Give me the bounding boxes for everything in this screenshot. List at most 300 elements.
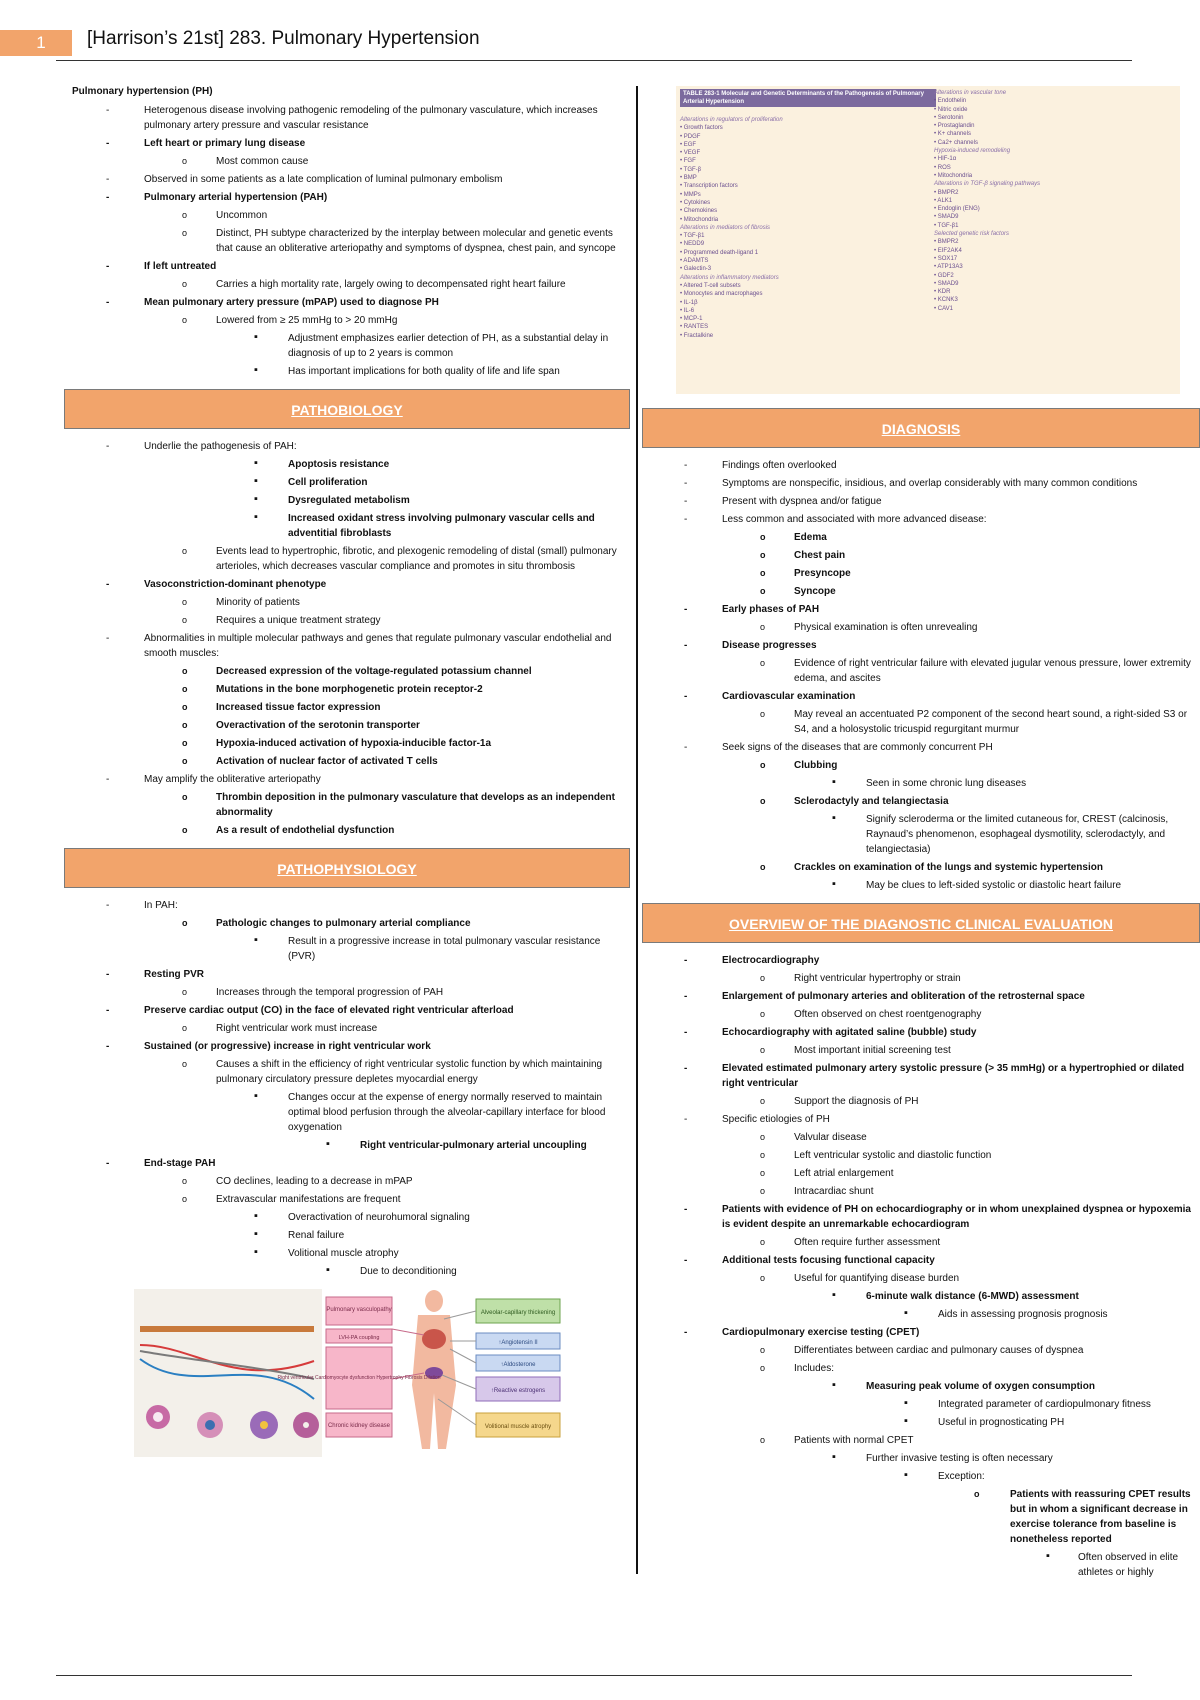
list-item <box>64 1246 630 1261</box>
list-item <box>642 1289 1200 1304</box>
list-item-text: In PAH: <box>144 900 178 911</box>
list-item-text: Often observed in elite athletes or highly <box>1078 1552 1179 1578</box>
bullet-marker: ▪ <box>254 1228 258 1240</box>
list-item <box>642 776 1200 791</box>
list-item <box>64 331 630 361</box>
bullet-marker: o <box>760 532 766 542</box>
list-item-text: Hypoxia-induced activation of hypoxia-inducible factor-1a <box>216 738 492 749</box>
list-item <box>64 1156 630 1171</box>
table-title: TABLE 283-1 Molecular and Genetic Determinants of the Pathogenesis of Pulmonary Arterial Hypertension <box>680 89 936 107</box>
bullet-marker: ▪ <box>1046 1550 1050 1562</box>
list-item-text: Preserve cardiac output (CO) in the face of elevated right ventricular afterload <box>144 1005 514 1016</box>
list-item-text: Findings often overlooked <box>722 460 837 471</box>
table-entry: • EIF2AK4 <box>934 247 962 254</box>
list-item-text: Minority of patients <box>216 597 300 608</box>
bullet-marker: - <box>106 105 110 116</box>
table-entry: • RANTES <box>680 324 709 331</box>
bullet-marker: o <box>182 279 188 289</box>
list-item <box>642 1307 1200 1322</box>
intro-heading: Pulmonary hypertension (PH) <box>72 86 213 97</box>
center-label-4: Chronic kidney disease <box>327 1423 391 1429</box>
bullet-marker: o <box>182 1059 188 1069</box>
bullet-marker: ▪ <box>904 1469 908 1481</box>
list-item-text: Sclerodactyly and telangiectasia <box>794 796 949 807</box>
list-item <box>642 1550 1200 1580</box>
table-entry: • Mitochondria <box>680 216 719 223</box>
list-item-text: Overactivation of neurohumoral signaling <box>288 1212 470 1223</box>
bullet-marker: ▪ <box>254 1090 258 1102</box>
diagnosis-list <box>642 458 1200 893</box>
list-item-text: Adjustment emphasizes earlier detection of PH, as a substantial delay in diagnosis of up to 2 years is common <box>288 333 609 359</box>
table-entry: Alterations in vascular tone <box>934 90 1007 96</box>
bullet-marker: - <box>106 192 110 203</box>
list-item-text: Extravascular manifestations are frequent <box>216 1194 401 1205</box>
list-item <box>64 439 630 454</box>
right-label-4: ↑Reactive estrogens <box>490 1388 546 1394</box>
bullet-marker: o <box>182 702 188 712</box>
bullet-marker: o <box>760 1435 766 1445</box>
list-item <box>64 985 630 1000</box>
bullet-marker: - <box>684 460 688 471</box>
bullet-marker: ▪ <box>254 934 258 946</box>
table-entry: • Growth factors <box>680 125 723 132</box>
footer-rule <box>56 1675 1132 1676</box>
list-item-text: Patients with reassuring CPET results but in whom a significant decrease in exercise tolerance from baseline is nonetheless reported <box>1010 1489 1191 1545</box>
table-entry: • ALK1 <box>934 197 953 204</box>
list-item-text: Decreased expression of the voltage-regulated potassium channel <box>216 666 532 677</box>
list-item-text: Right ventricular work must increase <box>216 1023 378 1034</box>
list-item-text: Left ventricular systolic and diastolic function <box>794 1150 992 1161</box>
list-item-text: Valvular disease <box>794 1132 867 1143</box>
list-item <box>642 620 1200 635</box>
header-rule <box>56 60 1132 61</box>
list-item-text: Disease progresses <box>722 640 817 651</box>
list-item-text: Signify scleroderma or the limited cutaneous for, CREST (calcinosis, Raynaud’s phenomenon, esophageal dysmotility, sclerodactyly, and telangiectasia) <box>866 814 1169 855</box>
bullet-marker: ▪ <box>904 1307 908 1319</box>
list-item <box>64 1174 630 1189</box>
list-item-text: Increases through the temporal progression of PAH <box>216 987 444 998</box>
center-label-1: Pulmonary vasculopathy <box>326 1307 392 1313</box>
bullet-marker: - <box>684 1255 688 1266</box>
bullet-marker: o <box>182 156 188 166</box>
list-item-text: Often observed on chest roentgenography <box>794 1009 982 1020</box>
table-entry: • Prostaglandin <box>934 123 975 130</box>
list-item <box>642 458 1200 473</box>
bullet-marker: o <box>760 1363 766 1373</box>
list-item <box>64 208 630 223</box>
list-item-text: Increased tissue factor expression <box>216 702 381 713</box>
list-item-text: Cell proliferation <box>288 477 368 488</box>
table-entry: • EGF <box>680 141 697 148</box>
list-item <box>642 548 1200 563</box>
table-entry: • Mitochondria <box>934 172 973 179</box>
table-entry: Alterations in TGF-β signaling pathways <box>934 181 1041 188</box>
bullet-marker: - <box>684 478 688 489</box>
table-entry: • KCNK3 <box>934 297 958 304</box>
diagnosis-banner: DIAGNOSIS <box>642 408 1200 448</box>
list-item-text: Right ventricular-pulmonary arterial uncoupling <box>360 1140 587 1151</box>
list-item-text: Sustained (or progressive) increase in right ventricular work <box>144 1041 431 1052</box>
heart-icon <box>422 1329 446 1349</box>
list-item-text: Differentiates between cardiac and pulmonary causes of dyspnea <box>794 1345 1084 1356</box>
list-item-text: Due to deconditioning <box>360 1266 457 1277</box>
list-item-text: Useful in prognosticating PH <box>938 1417 1065 1428</box>
pathophysiology-banner: PATHOPHYSIOLOGY <box>64 848 630 888</box>
list-item <box>642 1433 1200 1448</box>
table-col-2 <box>934 89 1040 313</box>
list-item <box>642 1379 1200 1394</box>
list-item <box>64 277 630 292</box>
list-item-text: Often require further assessment <box>794 1237 941 1248</box>
list-item-text: Presyncope <box>794 568 851 579</box>
list-item <box>642 758 1200 773</box>
table-entry: • SMAD9 <box>934 214 959 221</box>
page-number: 1 <box>0 30 72 56</box>
list-item <box>64 1264 630 1279</box>
bullet-marker: - <box>684 742 688 753</box>
list-item-text: Left atrial enlargement <box>794 1168 894 1179</box>
bullet-marker: - <box>684 496 688 507</box>
list-item <box>642 1202 1200 1232</box>
list-item-text: Changes occur at the expense of energy normally reserved to maintain optimal blood perfusion through the alveolar-capillary interface for blood oxygenation <box>288 1092 606 1133</box>
table-entry: Alterations in inflammatory mediators <box>680 274 779 281</box>
table-entry: Alterations in mediators of fibrosis <box>680 224 771 231</box>
bullet-marker: - <box>106 633 110 644</box>
table-entry: • TGF-β1 <box>934 222 959 229</box>
bullet-marker: ▪ <box>832 878 836 890</box>
list-item <box>642 812 1200 857</box>
list-item-text: Less common and associated with more advanced disease: <box>722 514 987 525</box>
list-item-text: Right ventricular hypertrophy or strain <box>794 973 961 984</box>
pathobiology-list <box>64 439 630 838</box>
list-item-text: Chest pain <box>794 550 846 561</box>
bullet-marker: o <box>182 684 188 694</box>
bullet-marker: - <box>684 1063 688 1074</box>
bullet-marker: o <box>182 546 188 556</box>
table-entry: • K+ channels <box>934 131 971 138</box>
bullet-marker: - <box>684 1327 688 1338</box>
list-item-text: Specific etiologies of PH <box>722 1114 830 1125</box>
list-item-text: Pathologic changes to pulmonary arterial compliance <box>216 918 471 929</box>
list-item-text: Activation of nuclear factor of activated T cells <box>216 756 438 767</box>
list-item-text: CO declines, leading to a decrease in mPAP <box>216 1176 413 1187</box>
bullet-marker: - <box>106 1158 110 1169</box>
column-divider <box>636 86 638 1574</box>
pathophysiology-list <box>64 898 630 1279</box>
list-item <box>642 530 1200 545</box>
bullet-marker: o <box>760 1009 766 1019</box>
list-item-text: Volitional muscle atrophy <box>288 1248 399 1259</box>
list-item <box>64 259 630 274</box>
list-item-text: Overactivation of the serotonin transporter <box>216 720 420 731</box>
table-entry: • CAV1 <box>934 305 953 312</box>
table-entry: • SMAD9 <box>934 280 959 287</box>
bullet-marker: o <box>760 1168 766 1178</box>
table-entry: • VEGF <box>680 150 701 157</box>
bullet-marker: o <box>760 1096 766 1106</box>
list-item <box>64 295 630 310</box>
list-item <box>64 136 630 151</box>
table-entry: • Chemokines <box>680 208 718 215</box>
bullet-marker: o <box>760 658 766 668</box>
list-item-text: Measuring peak volume of oxygen consumption <box>866 1381 1095 1392</box>
list-item <box>642 971 1200 986</box>
bullet-marker: ▪ <box>832 1379 836 1391</box>
table-entry: • ATP13A3 <box>934 264 963 271</box>
bullet-marker: - <box>684 604 688 615</box>
bullet-marker: ▪ <box>254 511 258 523</box>
table-entry: • Ca2+ channels <box>934 139 978 146</box>
bullet-marker: o <box>760 1186 766 1196</box>
list-item <box>64 1210 630 1225</box>
list-item-text: Edema <box>794 532 827 543</box>
list-item <box>642 602 1200 617</box>
list-item-text: Most important initial screening test <box>794 1045 951 1056</box>
list-item-text: Integrated parameter of cardiopulmonary fitness <box>938 1399 1151 1410</box>
list-item-text: Useful for quantifying disease burden <box>794 1273 960 1284</box>
bullet-marker: o <box>760 1345 766 1355</box>
bullet-marker: o <box>182 918 188 928</box>
table-entry: • Monocytes and macrophages <box>680 291 763 298</box>
bullet-marker: o <box>182 315 188 325</box>
bullet-marker: - <box>106 297 110 308</box>
list-item-text: Echocardiography with agitated saline (bubble) study <box>722 1027 977 1038</box>
table-entry: • TGF-β1 <box>680 233 705 240</box>
bullet-marker: - <box>106 441 110 452</box>
list-item-text: Distinct, PH subtype characterized by the interplay between molecular and genetic events that cause an obliterative arteriopathy and symptoms of dyspnea, chest pain, and syncope <box>216 228 616 254</box>
list-item <box>64 475 630 490</box>
table-entry: • Fractalkine <box>680 332 714 339</box>
table-entry: • Serotonin <box>934 114 964 121</box>
list-item <box>64 511 630 541</box>
right-column <box>642 86 1200 1583</box>
table-entry: • HIF-1α <box>934 156 957 163</box>
list-item <box>64 916 630 931</box>
table-entry: • IL-6 <box>680 307 695 314</box>
table-entry: • Programmed death-ligand 1 <box>680 249 759 256</box>
list-item <box>642 1112 1200 1127</box>
list-item <box>64 226 630 256</box>
list-item-text: Abnormalities in multiple molecular pathways and genes that regulate pulmonary vascular endothelial and smooth muscles: <box>144 633 612 659</box>
list-item <box>642 1271 1200 1286</box>
bullet-marker: ▪ <box>254 331 258 343</box>
list-item <box>642 1397 1200 1412</box>
right-label-3: ↑Aldosterone <box>500 1362 536 1368</box>
timeline-panel <box>134 1289 322 1457</box>
bullet-marker: o <box>760 862 766 872</box>
bullet-marker: o <box>182 756 188 766</box>
bullet-marker: - <box>684 640 688 651</box>
list-item <box>642 1166 1200 1181</box>
bullet-marker: ▪ <box>254 1246 258 1258</box>
list-item-text: Patients with normal CPET <box>794 1435 914 1446</box>
table-entry: • Endoglin (ENG) <box>934 206 980 213</box>
list-item <box>64 823 630 838</box>
list-item <box>642 953 1200 968</box>
list-item <box>64 1192 630 1207</box>
list-item-text: Pulmonary arterial hypertension (PAH) <box>144 192 328 203</box>
list-item <box>642 1487 1200 1547</box>
table-entry: • NEDD9 <box>680 241 705 248</box>
table-entry: • BMPR2 <box>934 239 959 246</box>
right-label-1: Alveolar-capillary thickening <box>480 1310 556 1316</box>
pathobiology-banner: PATHOBIOLOGY <box>64 389 630 429</box>
table-entry: • MCP-1 <box>680 316 703 323</box>
bullet-marker: - <box>684 955 688 966</box>
list-item-text: Crackles on examination of the lungs and systemic hypertension <box>794 862 1103 873</box>
bullet-marker: ▪ <box>254 493 258 505</box>
bullet-marker: ▪ <box>254 364 258 376</box>
list-item-text: Mutations in the bone morphogenetic protein receptor-2 <box>216 684 483 695</box>
list-item <box>64 613 630 628</box>
list-item <box>64 754 630 769</box>
table-entry: • BMPR2 <box>934 189 959 196</box>
bullet-marker: o <box>182 210 188 220</box>
bullet-marker: - <box>106 1041 110 1052</box>
list-item <box>642 1343 1200 1358</box>
list-item <box>64 682 630 697</box>
list-item <box>642 1025 1200 1040</box>
intro-list <box>64 103 630 379</box>
list-item-text: Cardiovascular examination <box>722 691 856 702</box>
list-item <box>642 476 1200 491</box>
molecular-determinants-table <box>676 86 1180 394</box>
list-item <box>642 1325 1200 1340</box>
bullet-marker: - <box>106 774 110 785</box>
overview-list <box>642 953 1200 1580</box>
list-item <box>642 1061 1200 1091</box>
list-item-text: Vasoconstriction-dominant phenotype <box>144 579 327 590</box>
vessel-lumen-2 <box>205 1420 215 1430</box>
table-entry: • Endothelin <box>934 98 967 105</box>
list-item-text: Patients with evidence of PH on echocardiography or in whom unexplained dyspnea or hypoxemia is evident despite an unremarkable echocardiogram <box>722 1204 1191 1230</box>
list-item <box>642 1235 1200 1250</box>
list-item <box>642 1148 1200 1163</box>
bullet-marker: o <box>182 1023 188 1033</box>
list-item-text: Cardiopulmonary exercise testing (CPET) <box>722 1327 920 1338</box>
list-item <box>642 1451 1200 1466</box>
bullet-marker: - <box>106 138 110 149</box>
bullet-marker: o <box>182 228 188 238</box>
list-item <box>642 1253 1200 1268</box>
list-item-text: Increased oxidant stress involving pulmonary vascular cells and adventitial fibroblasts <box>288 513 595 539</box>
bullet-marker: - <box>684 1114 688 1125</box>
list-item-text: 6-minute walk distance (6-MWD) assessment <box>866 1291 1079 1302</box>
center-label-2: LVH-PA coupling <box>338 1335 380 1341</box>
list-item-text: Requires a unique treatment strategy <box>216 615 381 626</box>
list-item-text: Observed in some patients as a late complication of luminal pulmonary embolism <box>144 174 503 185</box>
body-head <box>425 1290 443 1312</box>
vessel-lumen-4 <box>303 1422 309 1428</box>
list-item-text: Dysregulated metabolism <box>288 495 410 506</box>
list-item <box>64 1228 630 1243</box>
bullet-marker: ▪ <box>254 475 258 487</box>
table-entry: • ROS <box>934 164 951 171</box>
list-item-text: Events lead to hypertrophic, fibrotic, and plexogenic remodeling of distal (small) pulmonary arterioles, which decreases vascular compliance and promotes in situ thrombosis <box>216 546 617 572</box>
list-item <box>642 1043 1200 1058</box>
list-item-text: Lowered from ≥ 25 mmHg to > 20 mmHg <box>216 315 398 326</box>
list-item-text: May reveal an accentuated P2 component of the second heart sound, a right-sided S3 or S4, and a holosystolic tricuspid regurgitant murmur <box>794 709 1188 735</box>
list-item-text: Causes a shift in the efficiency of right ventricular systolic function by which maintaining pulmonary circulatory pressure depletes myocardial energy <box>216 1059 603 1085</box>
bullet-marker: o <box>182 597 188 607</box>
list-item <box>64 1090 630 1135</box>
list-item <box>64 154 630 169</box>
list-item <box>64 457 630 472</box>
list-item <box>64 493 630 508</box>
list-item-text: Left heart or primary lung disease <box>144 138 306 149</box>
bullet-marker: o <box>760 568 766 578</box>
list-item-text: Seen in some chronic lung diseases <box>866 778 1027 789</box>
list-item <box>64 631 630 661</box>
list-item <box>64 544 630 574</box>
bullet-marker: o <box>182 792 188 802</box>
bullet-marker: - <box>684 1204 688 1215</box>
list-item <box>642 656 1200 686</box>
bullet-marker: o <box>760 550 766 560</box>
bullet-marker: o <box>760 622 766 632</box>
bullet-marker: o <box>760 1150 766 1160</box>
bullet-marker: o <box>760 1237 766 1247</box>
list-item-text: As a result of endothelial dysfunction <box>216 825 395 836</box>
bullet-marker: o <box>182 825 188 835</box>
table-entry: Selected genetic risk factors <box>934 231 1010 238</box>
table-entry: • Cytokines <box>680 199 711 206</box>
page-header <box>0 26 1200 66</box>
bullet-marker: ▪ <box>326 1138 330 1150</box>
table-entry: • Altered T-cell subsets <box>680 282 741 289</box>
list-item <box>64 313 630 328</box>
list-item <box>642 707 1200 737</box>
table-entry: • IL-1β <box>680 299 698 306</box>
table-entry: • Galectin-3 <box>680 266 712 273</box>
table-entry: • MMPs <box>680 191 701 198</box>
list-item <box>642 1007 1200 1022</box>
bullet-marker: - <box>106 900 110 911</box>
bullet-marker: o <box>760 1132 766 1142</box>
list-item <box>642 1094 1200 1109</box>
list-item-text: Electrocardiography <box>722 955 820 966</box>
bullet-marker: - <box>684 1027 688 1038</box>
list-item <box>642 1184 1200 1199</box>
bullet-marker: o <box>760 1273 766 1283</box>
bullet-marker: ▪ <box>326 1264 330 1276</box>
list-item <box>64 772 630 787</box>
list-item <box>64 103 630 133</box>
bullet-marker: - <box>684 991 688 1002</box>
bullet-marker: ▪ <box>904 1415 908 1427</box>
list-item-text: Includes: <box>794 1363 835 1374</box>
list-item-text: Evidence of right ventricular failure with elevated jugular venous pressure, lower extremity edema, and ascites <box>794 658 1191 684</box>
list-item-text: Underlie the pathogenesis of PAH: <box>144 441 297 452</box>
list-item <box>642 638 1200 653</box>
list-item <box>642 740 1200 755</box>
list-item-text: Symptoms are nonspecific, insidious, and overlap considerably with many common conditions <box>722 478 1138 489</box>
list-item <box>642 566 1200 581</box>
list-item-text: Mean pulmonary artery pressure (mPAP) used to diagnose PH <box>144 297 439 308</box>
list-item <box>64 967 630 982</box>
list-item <box>642 494 1200 509</box>
bullet-marker: ▪ <box>832 776 836 788</box>
list-item <box>64 898 630 913</box>
bullet-marker: ▪ <box>254 1210 258 1222</box>
table-entry: • SOX17 <box>934 255 958 262</box>
bullet-marker: - <box>106 261 110 272</box>
page-title: [Harrison’s 21st] 283. Pulmonary Hypertension <box>87 28 480 49</box>
bullet-marker: o <box>182 987 188 997</box>
list-item <box>642 860 1200 875</box>
bullet-marker: - <box>684 691 688 702</box>
bullet-marker: o <box>182 1176 188 1186</box>
